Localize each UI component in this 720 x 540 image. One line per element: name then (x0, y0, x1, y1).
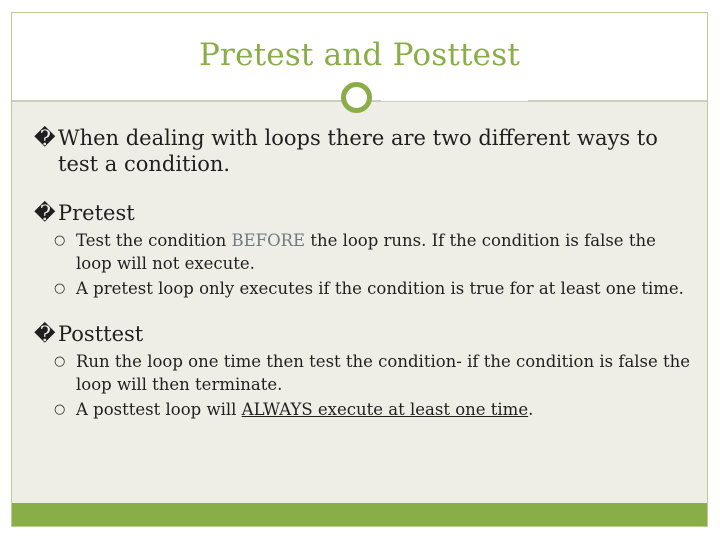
list-item-text: A pretest loop only executes if the condition is true for at least one time. (76, 279, 684, 298)
list-item (54, 229, 694, 275)
highlighted-word: BEFORE (231, 231, 306, 250)
bullet-icon: � (34, 201, 56, 225)
list-item-text: Run the loop one time then test the condition- if the condition is false the loop will then terminate. (76, 352, 691, 394)
section-heading-pretest (34, 200, 694, 226)
circle-bullet-icon: ○ (54, 354, 66, 369)
circle-bullet-icon: ○ (54, 281, 66, 296)
slide-content (34, 125, 694, 421)
circle-bullet-icon: ○ (54, 402, 66, 417)
text-segment: the loop runs. If the condition is false the loop will not execute. (76, 231, 656, 273)
title-divider-highlight (381, 99, 528, 101)
intro-text: When dealing with loops there are two different ways to test a condition. (58, 126, 658, 176)
circle-ornament-icon (341, 82, 372, 113)
list-item-text (76, 398, 533, 421)
list-item (54, 350, 694, 396)
circle-bullet-icon: ○ (54, 233, 66, 248)
list-item (54, 398, 694, 421)
footer-bar (12, 503, 707, 526)
intro-bullet (34, 125, 694, 177)
text-segment: A posttest loop will (76, 400, 242, 419)
slide-frame (11, 12, 708, 527)
list-item (54, 277, 694, 300)
slide-title: Pretest and Posttest (199, 37, 520, 73)
bullet-icon: � (34, 322, 56, 346)
underlined-phrase: ALWAYS execute at least one time (241, 400, 529, 419)
text-segment: Test the condition (76, 231, 232, 250)
text-segment: . (528, 400, 534, 419)
section-heading-posttest (34, 321, 694, 347)
bullet-icon: � (34, 126, 56, 150)
section-heading: Pretest (58, 201, 135, 225)
list-item-text (76, 229, 694, 275)
section-heading: Posttest (58, 322, 144, 346)
